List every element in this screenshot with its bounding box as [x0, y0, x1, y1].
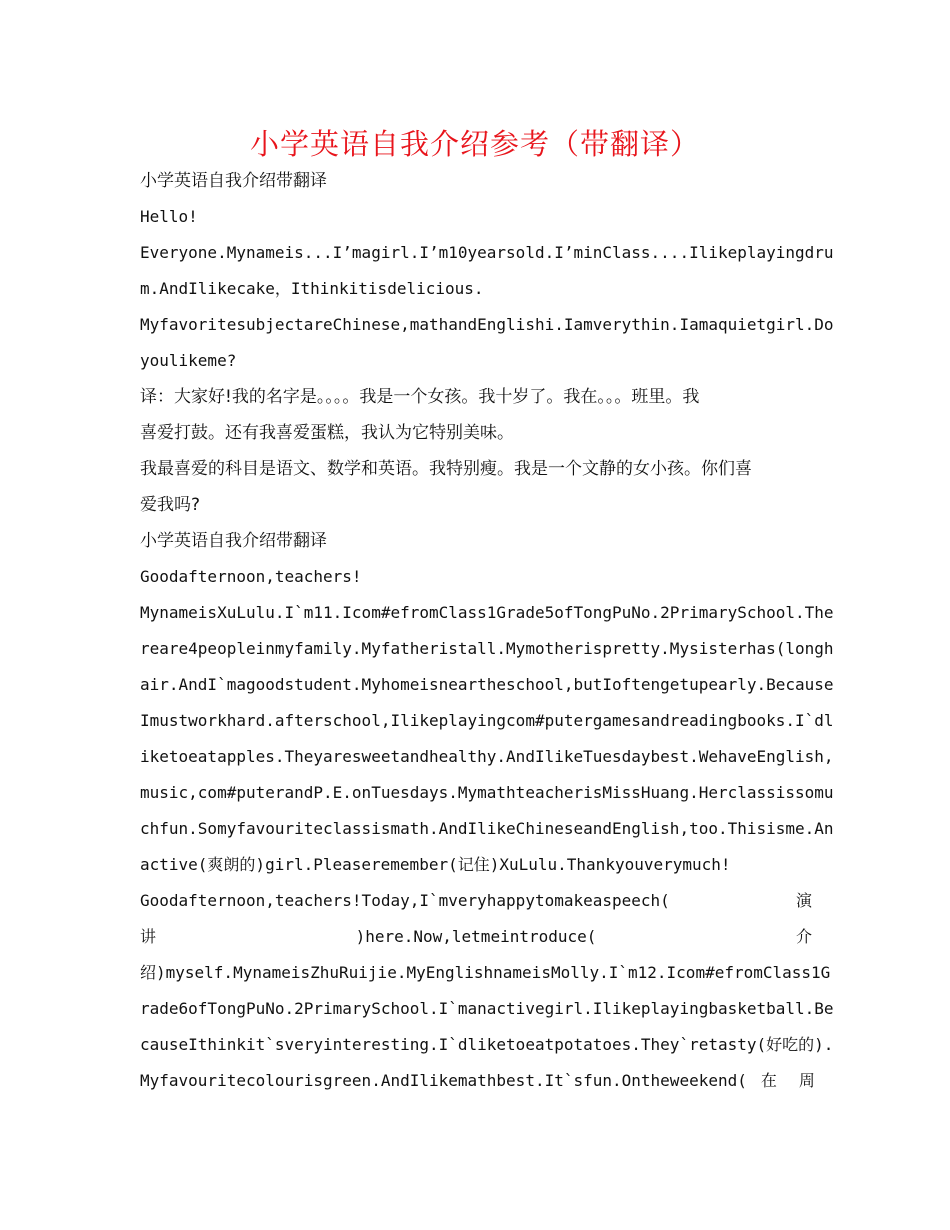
text-line: iketoeatapples.Theyaresweetandhealthy.AndIlikeTuesdaybest.WehaveEnglish, [140, 747, 834, 766]
text-line: Hello! [140, 207, 198, 226]
text-line: causeIthinkit`sveryinteresting.I`dliketoeatpotatoes.They`retasty(好吃的). [140, 1035, 834, 1054]
text-line: MyfavoritesubjectareChinese,mathandEnglishi.Iamverythin.Iamaquietgirl.Do [140, 315, 834, 334]
text-line: youlikeme? [140, 351, 237, 370]
text-line: active(爽朗的)girl.Pleaseremember(记住)XuLulu.Thankyouverymuch! [140, 855, 731, 874]
text-line: Everyone.Mynameis...I’magirl.I’m10yearsold.I’minClass....Ilikeplayingdru [140, 243, 834, 262]
text-line: Imustworkhard.afterschool,Ilikeplayingcom#putergamesandreadingbooks.I`dl [140, 711, 834, 730]
text-segment: Myfavouritecolourisgreen.AndIlikemathbest.It`sfun.Ontheweekend( [140, 1071, 747, 1090]
justified-line [140, 922, 812, 958]
translation-line: 爱我吗? [140, 495, 201, 515]
text-line: 绍)myself.MynameisZhuRuijie.MyEnglishnameisMolly.I`m12.Icom#efromClass1G [140, 963, 831, 982]
text-line: reare4peopleinmyfamily.Myfatheristall.Mymotherispretty.Mysisterhas(longh [140, 639, 834, 658]
justified-line [140, 1066, 815, 1102]
translation-line: 喜爱打鼓。还有我喜爱蛋糕，我认为它特别美味。 [140, 423, 514, 443]
text-segment: 介 [795, 927, 812, 946]
document-body [140, 166, 834, 1102]
text-line: air.AndI`magoodstudent.Myhomeisneartheschool,butIoftengetupearly.Because [140, 675, 834, 694]
section-heading: 小学英语自我介绍带翻译 [140, 171, 327, 191]
text-line: chfun.Somyfavouriteclassismath.AndIlikeChineseandEnglish,too.Thisisme.An [140, 819, 834, 838]
text-line: Goodafternoon,teachers! [140, 567, 362, 586]
text-line: rade6ofTongPuNo.2PrimarySchool.I`manactivegirl.Ilikeplayingbasketball.Be [140, 999, 834, 1018]
text-line: music,com#puterandP.E.onTuesdays.MymathteacherisMissHuang.Herclassissomu [140, 783, 834, 802]
translation-line: 我最喜爱的科目是语文、数学和英语。我特别瘦。我是一个文静的女小孩。你们喜 [140, 459, 752, 479]
justified-line [140, 886, 812, 922]
text-segment-group [747, 1066, 815, 1102]
document-title: 小学英语自我介绍参考（带翻译） [249, 127, 700, 161]
text-line: MynameisXuLulu.I`m11.Icom#efromClass1Grade5ofTongPuNo.2PrimarySchool.The [140, 603, 834, 622]
text-segment: 在 [760, 1071, 777, 1090]
text-segment: 演 [795, 891, 812, 910]
text-segment: )here.Now,letmeintroduce( [355, 927, 597, 946]
translation-line: 译：大家好!我的名字是。。。。我是一个女孩。我十岁了。我在。。。班里。我 [140, 387, 700, 407]
text-segment: 讲 [140, 927, 157, 946]
text-line: m.AndIlikecake，Ithinkitisdelicious. [140, 279, 484, 298]
section-heading: 小学英语自我介绍带翻译 [140, 531, 327, 551]
text-segment: Goodafternoon,teachers!Today,I`mveryhappytomakeaspeech( [140, 891, 670, 910]
text-segment: 周 [798, 1071, 815, 1090]
